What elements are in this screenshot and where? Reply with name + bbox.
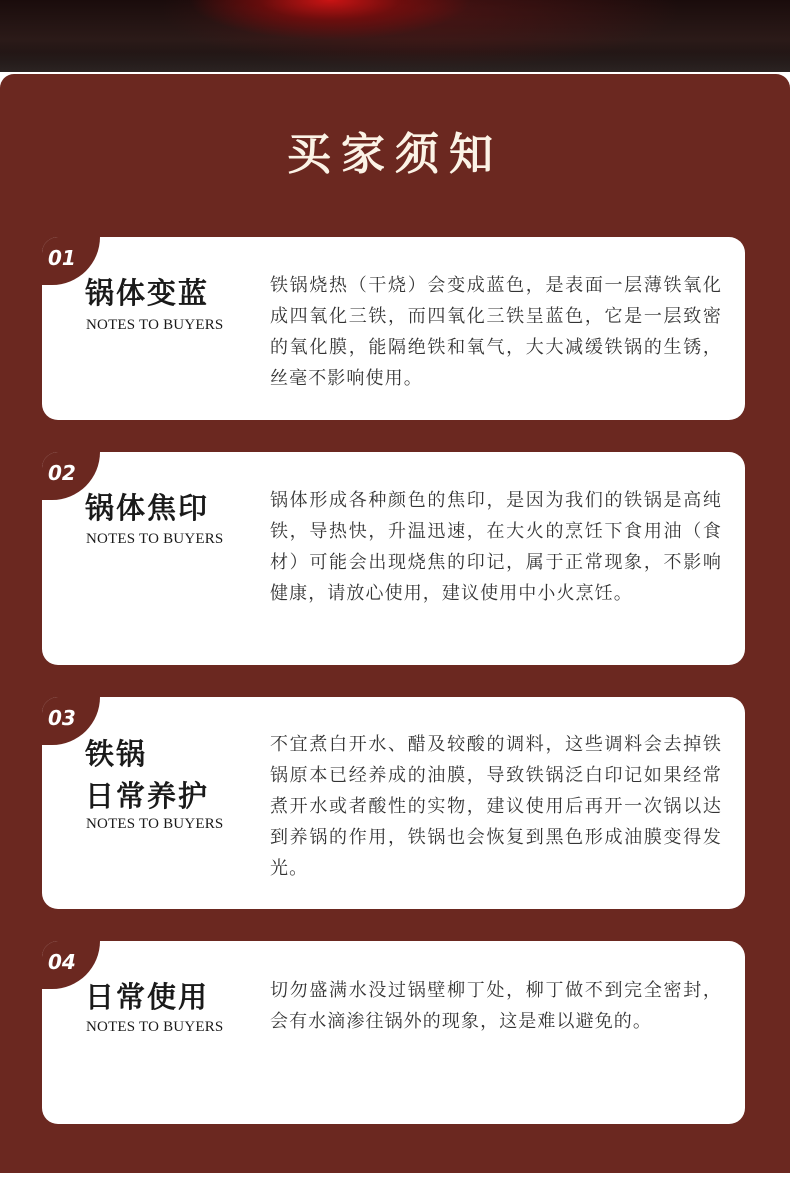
card-title: 铁锅 日常养护 xyxy=(85,737,210,813)
card-number: 04 xyxy=(48,950,76,974)
card-body-text: 铁锅烧热（干烧）会变成蓝色，是表面一层薄铁氧化成四氧化三铁，而四氧化三铁呈蓝色，它是一层致密的氧化膜，能隔绝铁和氧气，大大减缓铁锅的生锈，丝毫不影响使用。 xyxy=(270,275,722,389)
card-subtitle: NOTES TO BUYERS xyxy=(86,317,224,333)
card-subtitle: NOTES TO BUYERS xyxy=(86,531,224,547)
card-body-text: 锅体形成各种颜色的焦印，是因为我们的铁锅是高纯铁，导热快，升温迅速，在大火的烹饪下食用油（食材）可能会出现烧焦的印记，属于正常现象，不影响健康，请放心使用，建议使用中小火烹饪。 xyxy=(270,490,722,604)
card-subtitle: NOTES TO BUYERS xyxy=(86,816,224,832)
card-body-text: 切勿盛满水没过锅壁柳丁处，柳丁做不到完全密封，会有水滴渗往锅外的现象，这是难以避免的。 xyxy=(270,980,722,1032)
page-title: 买家须知 xyxy=(287,129,503,180)
notice-card-1 xyxy=(42,237,745,420)
card-title: 锅体变蓝 xyxy=(85,276,210,310)
notice-card-3 xyxy=(42,697,745,909)
card-body-text: 不宜煮白开水、醋及较酸的调料，这些调料会去掉铁锅原本已经养成的油膜，导致铁锅泛白印记如果经常煮开水或者酸性的实物，建议使用后再开一次锅以达到养锅的作用，铁锅也会恢复到黑色形成油膜变得发光。 xyxy=(270,734,722,879)
notice-card-2 xyxy=(42,452,745,665)
card-title: 日常使用 xyxy=(85,980,210,1014)
card-number: 03 xyxy=(48,706,76,730)
bottom-strip xyxy=(0,1173,790,1181)
card-subtitle: NOTES TO BUYERS xyxy=(86,1019,224,1035)
card-number: 01 xyxy=(48,246,76,270)
card-title: 锅体焦印 xyxy=(85,491,210,525)
card-number: 02 xyxy=(48,461,76,485)
notice-card-4 xyxy=(42,941,745,1124)
top-banner-image xyxy=(0,0,790,72)
